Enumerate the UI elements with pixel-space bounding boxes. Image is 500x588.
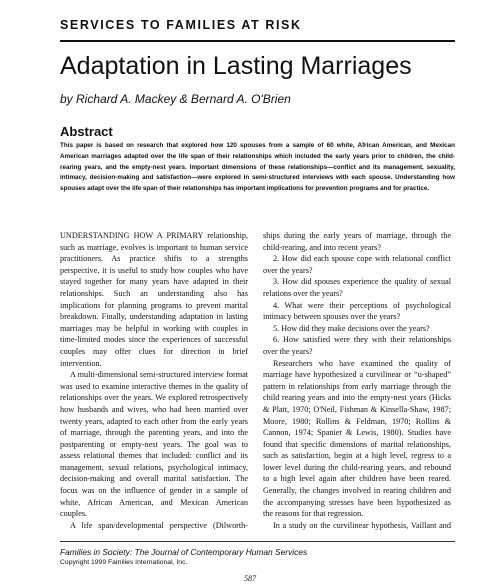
body-column-right [263, 230, 451, 530]
body-column-left [60, 230, 248, 530]
body-paragraph: 5. How did they make decisions over the years? [273, 323, 430, 333]
body-paragraph: UNDERSTANDING HOW A PRIMARY relationship, such as marriage, evolves is important to human service practitioners. As practice shifts to a strengths perspective, it is useful to study how couples who have stayed together for many years have adapted in their relationships. Such an understanding also has implications for planning programs to prevent marital breakdown. Finally, understanding adaptation in lasting marriages may be helpful in working with couples in time-limited modes since the experiences of successful couples may offer clues for direction in brief intervention. [60, 231, 248, 368]
copyright-notice: Copyright 1999 Families International, Inc. [60, 559, 188, 566]
footer-rule [60, 541, 455, 542]
body-paragraph: Researchers who have examined the quality of marriage have hypothesized a curvilinear or “u-shaped” pattern in relationships from early marriage through the child rearing years and into the empty-nest years (Hicks & Platt, 1970; O'Neil, Fishman & Kinsella-Shaw, 1987; Moore, 1980; Rollins & Feldman, 1970; Rollins & Cannon, 1974; Spanier & Lewis, 1980). Studies have found that specific dimensions of marital relationships, such as satisfaction, begin at a high level, regress to a lower level during the child-rearing years, and rebound to a high level again after children have been reared. Generally, the changes involved in rearing children and the accompanying stresses have been hypothesized as the reasons for that regression. [263, 358, 451, 519]
journal-name: Families in Society: The Journal of Contemporary Human Services [60, 547, 308, 557]
body-paragraph: In a study on the curvilinear hypothesis, Vaillant and [273, 520, 451, 530]
abstract-heading: Abstract [60, 124, 113, 139]
body-paragraph: 4. What were their perceptions of psychological intimacy between spouses over the years? [263, 300, 451, 322]
body-paragraph: A multi-dimensional semi-structured interview format was used to examine interactive themes in the quality of relationships over the years. We explored retrospectively how husbands and wives, who had been married over twenty years, adapted to each other from the early years of marriage, through the parenting years, and into the postparenting or empty-nest years. The goal was to assess relational themes that included: conflict and its management, sexual relations, psychological intimacy, decision-making and overall marital satisfaction. The focus was on the influence of gender in a sample of white, African American, and Mexican American couples. [60, 370, 248, 519]
body-paragraph: ships during the early years of marriage, through the child-rearing, and into recent years? [263, 231, 451, 252]
body-paragraph: 2. How did each spouse cope with relational conflict over the years? [263, 254, 451, 275]
header-rule [60, 40, 455, 42]
page-number: 587 [244, 574, 256, 583]
article-byline: by Richard A. Mackey & Bernard A. O'Brien [60, 92, 291, 106]
body-paragraph: 3. How did spouses experience the quality of sexual relations over the years? [263, 277, 451, 298]
abstract-text: This paper is based on research that explored how 120 spouses from a sample of 60 white, African American, and Mexican American marriages adapted over the life span of their relationships which included the early years prior to children, the child-rearing years, and the empty-nest years. Important dimensions of these relationships—conflict and its management, sexuality, intimacy, decision-making and satisfaction—were explored in semi-structured interviews with each spouse. Understanding how spouses adapt over the life span of their relationships has important implications for prevention programs and for practice. [60, 142, 455, 193]
body-paragraph: A life span/developmental perspective (Dilworth- [70, 520, 248, 530]
article-title: Adaptation in Lasting Marriages [60, 52, 412, 80]
section-label: SERVICES TO FAMILIES AT RISK [60, 18, 302, 32]
body-paragraph: 6. How satisfied were they with their relationships over the years? [263, 335, 451, 356]
